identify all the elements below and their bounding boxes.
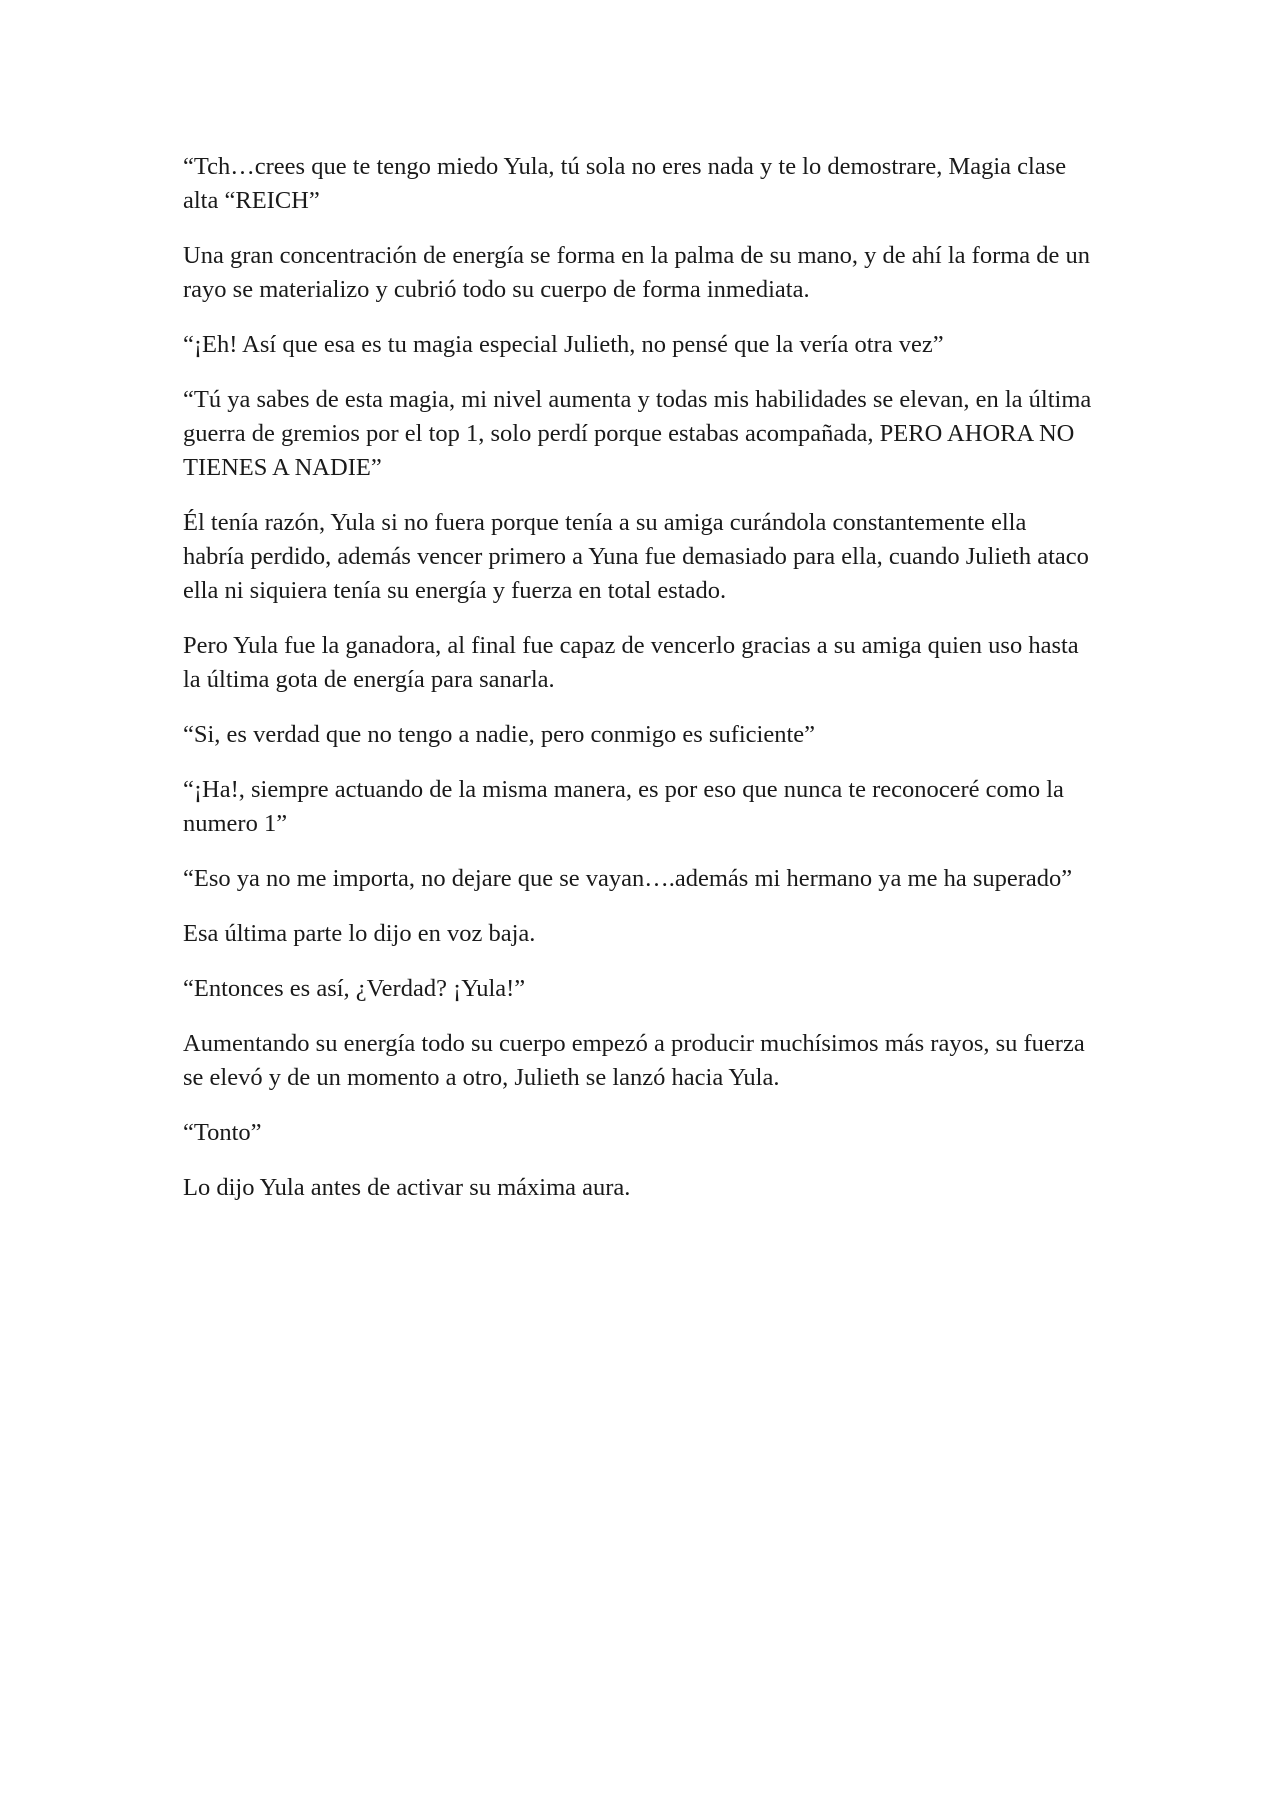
paragraph: Una gran concentración de energía se forma en la palma de su mano, y de ahí la forma de un rayo se materializo y cubrió todo su cuerpo de forma inmediata. (183, 242, 1091, 303)
paragraph: Él tenía razón, Yula si no fuera porque tenía a su amiga curándola constantemente ella habría perdido, además vencer primero a Yuna fue demasiado para ella, cuando Julieth ataco ella ni siquiera tenía su energía y fuerza en total estado. (183, 509, 1089, 604)
paragraph: Lo dijo Yula antes de activar su máxima aura. (183, 1174, 631, 1201)
paragraph: “Tonto” (183, 1119, 262, 1146)
paragraph: “Tú ya sabes de esta magia, mi nivel aumenta y todas mis habilidades se elevan, en la última guerra de gremios por el top 1, solo perdí porque estabas acompañada, PERO AHORA NO TIENES A NADIE” (183, 386, 1092, 481)
paragraph: “¡Ha!, siempre actuando de la misma manera, es por eso que nunca te reconoceré como la numero 1” (183, 776, 1064, 837)
document-body (183, 150, 1093, 1226)
paragraph: Pero Yula fue la ganadora, al final fue capaz de vencerlo gracias a su amiga quien uso hasta la última gota de energía para sanarla. (183, 632, 1079, 693)
paragraph: “Entonces es así, ¿Verdad? ¡Yula!” (183, 975, 526, 1002)
paragraph: “¡Eh! Así que esa es tu magia especial Julieth, no pensé que la vería otra vez” (183, 331, 944, 358)
paragraph: Esa última parte lo dijo en voz baja. (183, 920, 536, 947)
paragraph: “Si, es verdad que no tengo a nadie, pero conmigo es suficiente” (183, 721, 816, 748)
paragraph: Aumentando su energía todo su cuerpo empezó a producir muchísimos más rayos, su fuerza se elevó y de un momento a otro, Julieth se lanzó hacia Yula. (183, 1030, 1085, 1091)
paragraph: “Tch…crees que te tengo miedo Yula, tú sola no eres nada y te lo demostrare, Magia clase alta “REICH” (183, 153, 1067, 214)
paragraph: “Eso ya no me importa, no dejare que se vayan….además mi hermano ya me ha superado” (183, 865, 1073, 892)
